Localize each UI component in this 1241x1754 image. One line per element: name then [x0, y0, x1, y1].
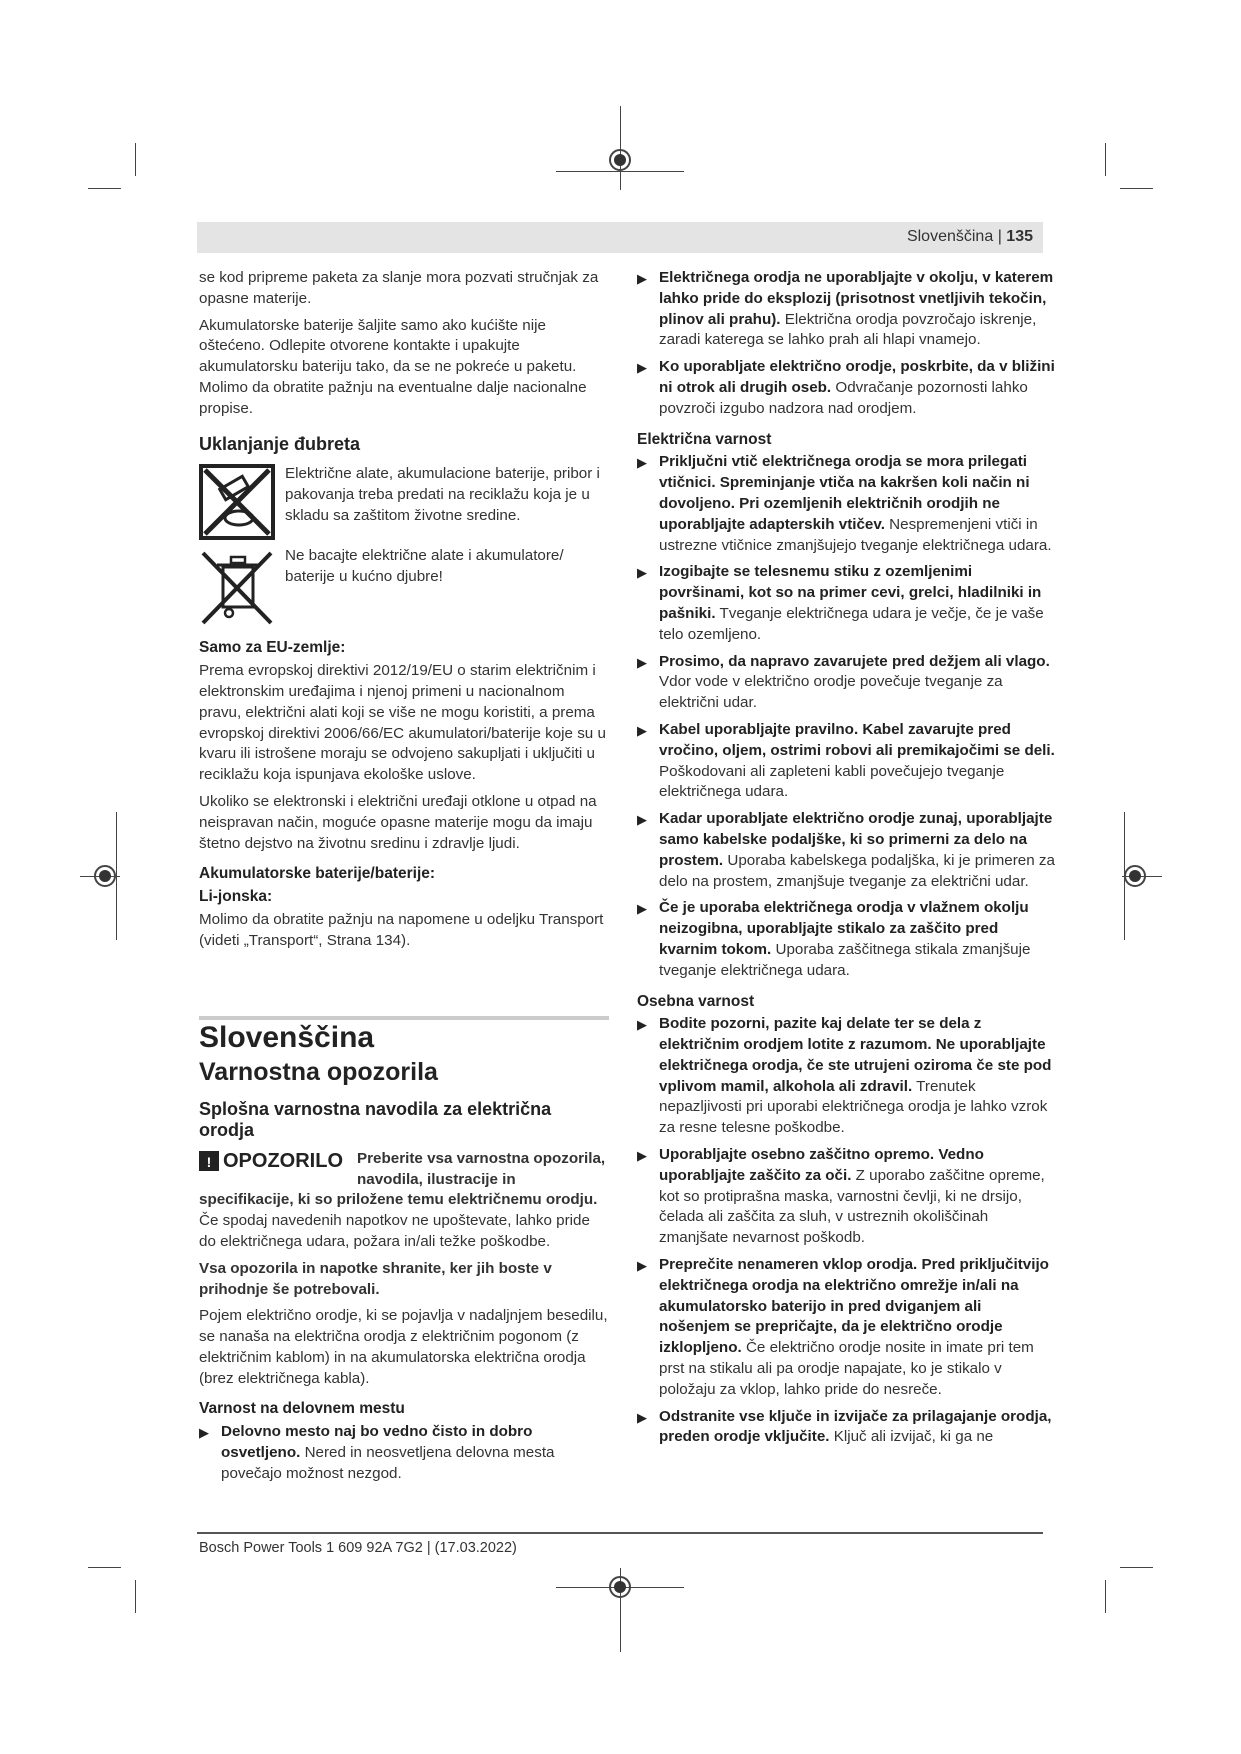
warning-label: OPOZORILO [223, 1149, 343, 1172]
footer-divider [197, 1532, 1043, 1534]
page-number: 135 [1006, 228, 1033, 245]
warning-triangle-icon: ! [199, 1151, 219, 1171]
safety-warnings-title: Varnostna opozorila [199, 1058, 438, 1087]
bullet-arrow-icon: ▶ [637, 1017, 647, 1033]
bullet-arrow-icon: ▶ [637, 271, 647, 286]
crop-mark [1105, 143, 1106, 176]
bullet-arrow-icon: ▶ [637, 1148, 647, 1164]
crop-mark [135, 1580, 136, 1613]
eu-paragraph-1: Prema evropskoj direktivi 2012/19/EU o starim električnim i elektronskim uređajima i njenoj primeni u nacionalnom pravu, električni alati koji se više ne mogu koristiti, a prema evropskoj direktivi 2006/66/EC akumulatori/baterije koje su u kvaru ili istrošene moraju se odvojeno sakupljati i uključiti u reciklažu koja ispunjava ekološke uslove. [199, 662, 606, 784]
disposal-heading: Uklanjanje đubreta [199, 433, 361, 454]
eu-heading: Samo za EU-zemlje: [199, 639, 346, 657]
list-item: ▶ Kabel uporabljajte pravilno. Kabel zavarujte pred vročino, oljem, ostrimi robovi ali premikajočimi se deli. Poškodovani ali zapleteni kabli povečujejo tveganje električnega udara. [637, 720, 1055, 801]
list-item: ▶ Izogibajte se telesnemu stiku z ozemljenimi površinami, kot so na primer cevi, grelci, hladilniki in pašniki. Tveganje električnega udara je večje, če je vaše telo ozemljeno. [637, 563, 1044, 643]
bullet-arrow-icon: ▶ [637, 1258, 647, 1274]
list-item: ▶ Priključni vtič električnega orodja se mora prilegati vtičnici. Spreminjanje vtiča na kakršen koli način ni dovoljeno. Pri ozemljenih električnih orodjih ne uporabljajte adapterskih vtičev. Nespremenjeni vtiči in ustrezne vtičnice zmanjšujejo tveganje električnega udara. [637, 453, 1052, 554]
eu-paragraph-2: Ukoliko se elektronski i električni uređaji otklone u otpad na neispravan način, moguće opasne materije mogu da imaju štetno dejstvo na životnu sredinu i zdravlje ljudi. [199, 792, 597, 852]
bullet-arrow-icon: ▶ [637, 455, 647, 471]
bullet-arrow-icon: ▶ [637, 722, 647, 738]
battery-heading: Akumulatorske baterije/baterije: [199, 865, 436, 883]
list-item: ▶ Električnega orodja ne uporabljajte v okolju, v katerem lahko pride do eksplozij (prisotnost vnetljivih tekočin, plinov ali prahu). Električna orodja povzročajo iskrenje, zaradi katerega se lahko prah ali hlapi vnamejo. [637, 269, 1054, 349]
list-item: ▶ Uporabljajte osebno zaščitno opremo. Vedno uporabljajte zaščito za oči. Z uporabo zaščitne opreme, kot so protiprašna maska, varnostni čevlji, ki ne drsijo, čelada ali zaščita za sluh, v ustreznih okoliščinah zmanjšate nevarnost poškodb. [637, 1146, 1045, 1247]
list-item: ▶ Prosimo, da napravo zavarujete pred dežjem ali vlago. Vdor vode v električno orodje povečuje tveganje za električni udar. [637, 652, 1050, 712]
header-separator: | [997, 228, 1002, 245]
crop-mark [116, 812, 117, 940]
header-language: Slovenščina [906, 228, 994, 245]
keep-instructions: Vsa opozorila in napotke shranite, ker jih boste v prihodnje še potrebovali. [199, 1259, 552, 1298]
crop-mark [1120, 188, 1153, 189]
crop-mark [88, 1567, 121, 1568]
intro-paragraph-2: Akumulatorske baterije šaljite samo ako kućište nije oštećeno. Odlepite otvorene kontakte i upakujte akumulatorsku bateriju tako, da se ne pokreće u paketu. Molimo da obratite pažnju na eventualne dalje nacionalne propise. [199, 316, 587, 417]
bullet-arrow-icon: ▶ [637, 565, 647, 581]
crossed-bin-icon [199, 546, 275, 628]
language-title: Slovenščina [199, 1020, 375, 1054]
crop-mark [88, 188, 121, 189]
personal-safety-heading: Osebna varnost [637, 992, 755, 1010]
no-battery-disposal-icon [199, 464, 275, 540]
crop-mark [1105, 1580, 1106, 1613]
disposal-text-2: Ne bacajte električne alate i akumulatore/ baterije u kućno djubre! [285, 547, 564, 586]
registration-mark-icon [609, 149, 631, 171]
registration-mark-icon [94, 865, 116, 887]
left-column [199, 268, 609, 1491]
list-item: ▶ Če je uporaba električnega orodja v vlažnem okolju neizogibna, uporabljajte stikalo za zaščito pred kvarnim tokom. Uporaba zaščitnega stikala zmanjšuje tveganje električnega udara. [637, 899, 1031, 979]
warning-block [199, 1149, 609, 1191]
crop-mark [1120, 1567, 1153, 1568]
registration-mark-icon [1124, 865, 1146, 887]
crop-mark [620, 106, 621, 190]
header-text [907, 228, 1033, 246]
list-item: ▶ Preprečite nenameren vklop orodja. Pred priključitvijo električnega orodja na električno omrežje in/ali na akumulatorsko baterijo in pred dviganjem ali nošenjem se prepričajte, da je električno orodje izklopljeno. Če električno orodje nosite in imate pri tem prst na stikalu ali pa orodje napajate, ko je stikalo v položaju za vklop, lahko pride do nesreče. [637, 1256, 1049, 1398]
electrical-safety-heading: Električna varnost [637, 430, 772, 448]
registration-mark-icon [609, 1576, 631, 1598]
page-footer: Bosch Power Tools 1 609 92A 7G2 | (17.03.2022) [199, 1540, 517, 1556]
list-item: ▶ Delovno mesto naj bo vedno čisto in dobro osvetljeno. Nered in neosvetljena delovna mesta povečajo možnost nezgod. [199, 1423, 555, 1482]
warning-bold-text-b: specifikacije, ki so priložene temu električnemu orodju. [199, 1191, 598, 1209]
liion-paragraph: Molimo da obratite pažnju na napomene u odeljku Transport (videti „Transport“, Strana 134). [199, 910, 604, 949]
warning-text: Če spodaj navedenih napotkov ne upoštevate, lahko pride do električnega udara, požara in/ali težke poškodbe. [199, 1212, 590, 1250]
intro-paragraph-1: se kod pripreme paketa za slanje mora pozvati stručnjak za opasne materije. [199, 269, 599, 307]
right-column [637, 268, 1055, 1454]
liion-heading: Li-jonska: [199, 888, 273, 906]
warning-badge [199, 1151, 357, 1172]
bullet-arrow-icon: ▶ [199, 1425, 209, 1441]
bullet-arrow-icon: ▶ [637, 654, 647, 670]
list-item: ▶ Odstranite vse ključe in izvijače za prilagajanje orodja, preden orodje vključite. Ključ ali izvijač, ki ga ne [637, 1407, 1052, 1446]
bullet-arrow-icon: ▶ [637, 360, 647, 376]
list-item: ▶ Bodite pozorni, pazite kaj delate ter se dela z električnim orodjem lotite z razumom. Ne uporabljajte električnega orodja, če ste utrujeni oziroma če ste pod vplivom mamil, alkohola ali zdravil. Trenutek nepazljivosti pri uporabi električnega orodja je lahko vzrok za resne telesne poškodbe. [637, 1015, 1052, 1137]
section-divider [199, 1016, 609, 1020]
workplace-heading: Varnost na delovnem mestu [199, 1400, 405, 1418]
list-item: ▶ Kadar uporabljate električno orodje zunaj, uporabljajte samo kabelske podaljške, ki so primerni za delo na prostem. Uporaba kabelskega podaljška, ki je primeren za delo na prostem, zmanjšuje tveganje za električni udar. [637, 810, 1055, 890]
disposal-text-1: Električne alate, akumulacione baterije, pribor i pakovanja treba predati na reciklažu koja je u skladu sa zaštitom životne sredine. [285, 465, 600, 524]
list-item: ▶ Ko uporabljate električno orodje, poskrbite, da v bližini ni otrok ali drugih oseb. Odvračanje pozornosti lahko povzroči izgubo nadzora nad orodjem. [637, 358, 1055, 417]
crop-mark [135, 143, 136, 176]
bullet-arrow-icon: ▶ [637, 812, 647, 828]
bullet-arrow-icon: ▶ [637, 1409, 647, 1425]
bullet-arrow-icon: ▶ [637, 901, 647, 917]
warning-bold-text-a: Preberite vsa varnostna opozorila, navodila, ilustracije in [357, 1149, 606, 1188]
page-header [197, 222, 1043, 253]
general-safety-title: Splošna varnostna navodila za električna orodja [199, 1099, 552, 1140]
disposal-row-1 [199, 464, 609, 540]
term-definition: Pojem električno orodje, ki se pojavlja v nadaljnjem besedilu, se nanaša na električna orodja z električnim pogonom (z električnim kablom) in na akumulatorska električna orodja (brez električnega kabla). [199, 1307, 608, 1387]
disposal-row-2 [199, 546, 609, 628]
